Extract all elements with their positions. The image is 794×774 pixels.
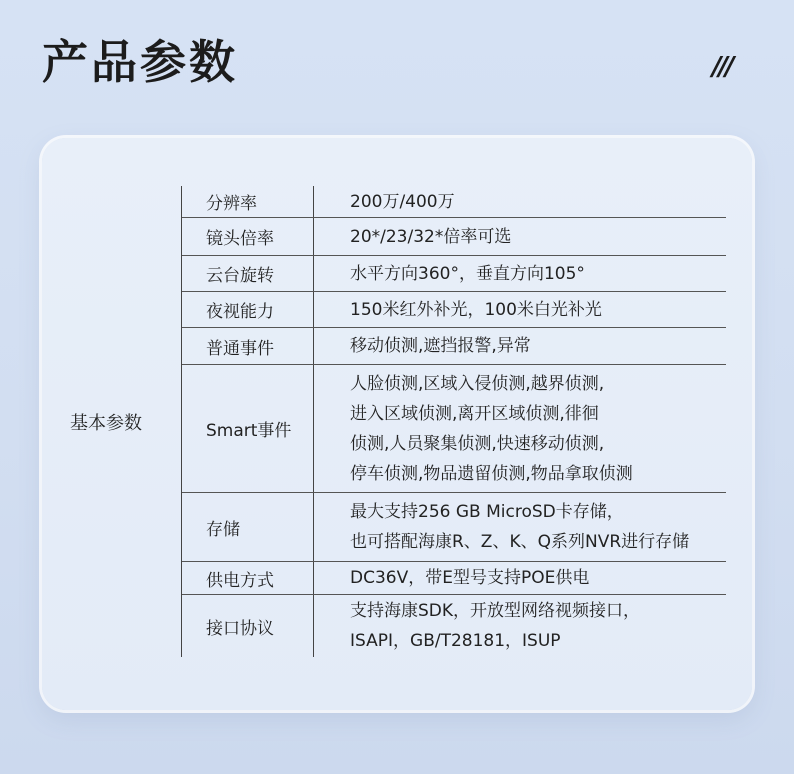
spec-row-smart-events — [182, 365, 726, 493]
spec-label: 夜视能力 — [206, 302, 274, 322]
spec-row-resolution — [182, 186, 726, 218]
spec-row-zoom — [182, 218, 726, 256]
page-title: 产品参数 — [42, 35, 238, 89]
spec-value-line: 停车侦测,物品遗留侦测,物品拿取侦测 — [350, 463, 633, 484]
spec-row-ptz — [182, 256, 726, 292]
spec-label: 云台旋转 — [206, 266, 274, 286]
spec-value-line: 20*/23/32*倍率可选 — [350, 226, 512, 247]
spec-label: Smart事件 — [206, 421, 292, 441]
spec-value — [350, 218, 726, 255]
spec-value — [350, 365, 726, 492]
spec-label: 分辨率 — [206, 194, 257, 214]
spec-label: 镜头倍率 — [206, 229, 274, 249]
spec-label: 普通事件 — [206, 338, 274, 359]
spec-value-line: DC36V，带E型号支持POE供电 — [350, 568, 590, 588]
spec-value-line: ISAPI，GB/T28181，ISUP — [350, 631, 561, 651]
spec-value-line: 支持海康SDK，开放型网络视频接口， — [350, 601, 641, 621]
spec-value — [350, 328, 726, 364]
spec-row-night-vision — [182, 292, 726, 328]
spec-value — [350, 493, 726, 561]
category-label: 基本参数 — [70, 413, 142, 434]
spec-value-line: 人脸侦测,区域入侵侦测,越界侦测, — [350, 373, 605, 394]
spec-value-line: 水平方向360°，垂直方向105° — [350, 263, 585, 284]
spec-row-basic-events — [182, 328, 726, 365]
spec-value-line: 150米红外补光，100米白光补光 — [350, 299, 602, 320]
spec-value-line: 也可搭配海康R、Z、K、Q系列NVR进行存储 — [350, 532, 690, 552]
spec-value — [350, 562, 726, 594]
spec-value-line: 200万/400万 — [350, 191, 455, 212]
spec-value — [350, 595, 726, 657]
spec-value-line: 侦测,人员聚集侦测,快速移动侦测, — [350, 433, 605, 454]
spec-value-line: 移动侦测,遮挡报警,异常 — [350, 336, 531, 356]
spec-value — [350, 292, 726, 327]
spec-row-power — [182, 562, 726, 595]
spec-label: 供电方式 — [206, 570, 274, 591]
spec-value-line: 最大支持256 GB MicroSD卡存储， — [350, 502, 624, 522]
spec-label: 接口协议 — [206, 618, 274, 639]
spec-value — [350, 256, 726, 291]
spec-row-interface — [182, 595, 726, 657]
spec-label: 存储 — [206, 519, 240, 540]
spec-value — [350, 186, 726, 217]
decorative-slashes: /// — [712, 52, 732, 82]
spec-row-storage — [182, 493, 726, 562]
spec-value-line: 进入区域侦测,离开区域侦测,徘徊 — [350, 403, 599, 424]
